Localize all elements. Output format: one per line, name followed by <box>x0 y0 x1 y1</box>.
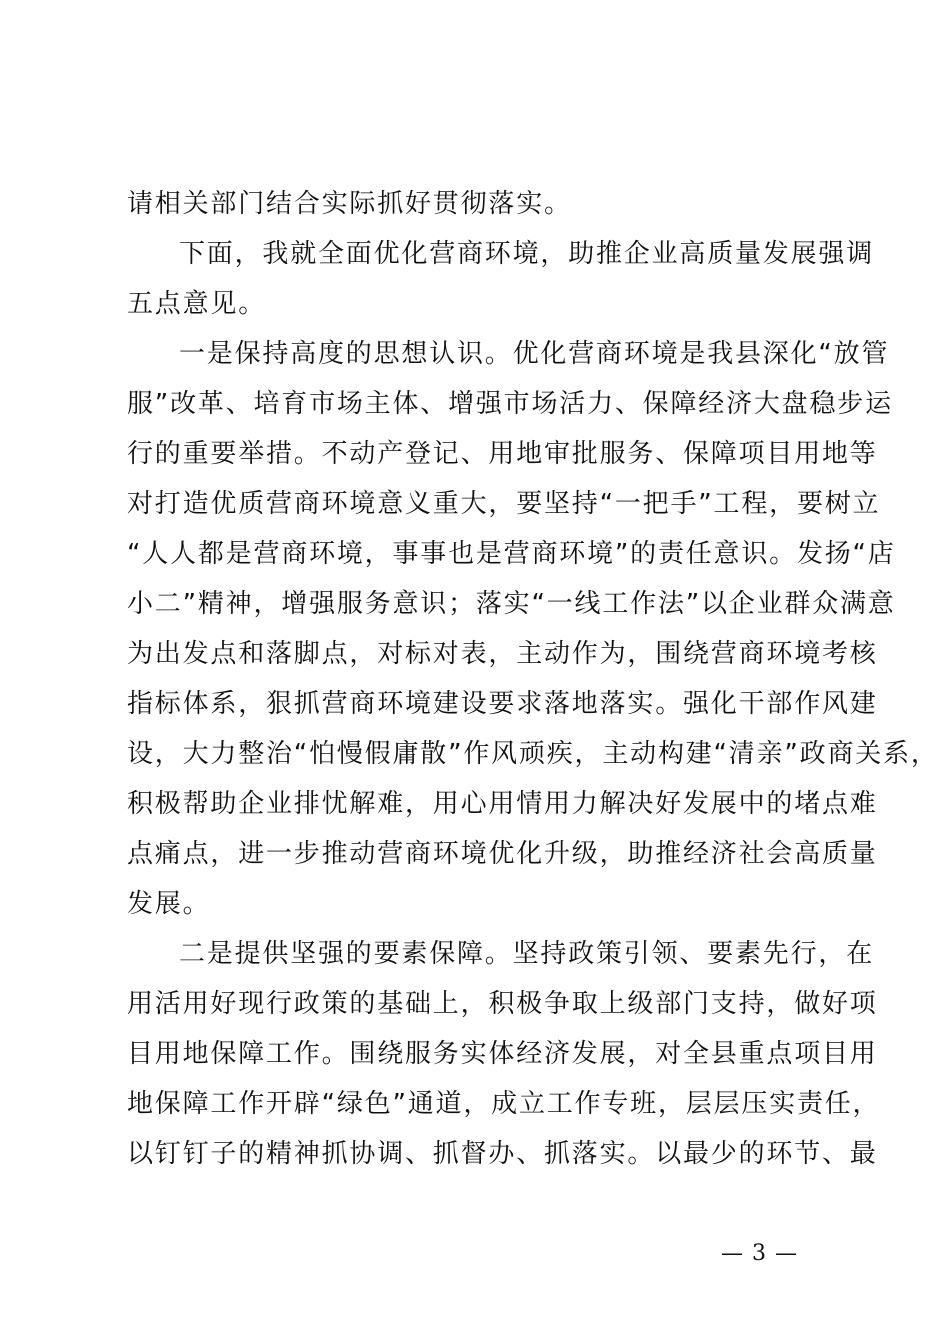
paragraph-first-line: 一是保持高度的思想认识。优化营商环境是我县深化“放管 <box>179 339 890 369</box>
text-line: 发展。 <box>127 889 211 919</box>
text-line: 用活用好现行政策的基础上，积极争取上级部门支持，做好项 <box>127 989 878 1019</box>
text-line: 服”改革、培育市场主体、增强市场活力、保障经济大盘稳步运 <box>127 389 893 419</box>
text-line: 以钉钉子的精神抓协调、抓督办、抓落实。以最少的环节、最 <box>127 1139 878 1169</box>
text-line: 对打造优质营商环境意义重大，要坚持“一把手”工程，要树立 <box>127 489 881 519</box>
text-line: 目用地保障工作。围绕服务实体经济发展，对全县重点项目用 <box>127 1039 878 1069</box>
text-line: 地保障工作开辟“绿色”通道，成立工作专班，层层压实责任， <box>127 1089 881 1119</box>
paragraph-first-line: 下面，我就全面优化营商环境，助推企业高质量发展强调 <box>179 239 875 269</box>
text-line: 小二”精神，增强服务意识；落实“一线工作法”以企业群众满意 <box>127 589 896 619</box>
text-line: 行的重要举措。不动产登记、用地审批服务、保障项目用地等 <box>127 439 878 469</box>
text-line: 积极帮助企业排忧解难，用心用情用力解决好发展中的堵点难 <box>127 789 878 819</box>
text-line: “人人都是营商环境，事事也是营商环境”的责任意识。发扬“店 <box>127 539 896 569</box>
text-line: 指标体系，狠抓营商环境建设要求落地落实。强化干部作风建 <box>127 689 878 719</box>
text-line: 五点意见。 <box>127 289 267 319</box>
text-line: 为出发点和落脚点，对标对表，主动作为，围绕营商环境考核 <box>127 639 878 669</box>
text-line: 请相关部门结合实际抓好贯彻落实。 <box>127 189 572 219</box>
text-line: 设，大力整治“怕慢假庸散”作风顽疾，主动构建“清亲”政商关系， <box>127 739 939 769</box>
paragraph-first-line: 二是提供坚强的要素保障。坚持政策引领、要素先行，在 <box>179 939 875 969</box>
page-number: — 3 — <box>721 1241 798 1266</box>
text-line: 点痛点，进一步推动营商环境优化升级，助推经济社会高质量 <box>127 839 878 869</box>
